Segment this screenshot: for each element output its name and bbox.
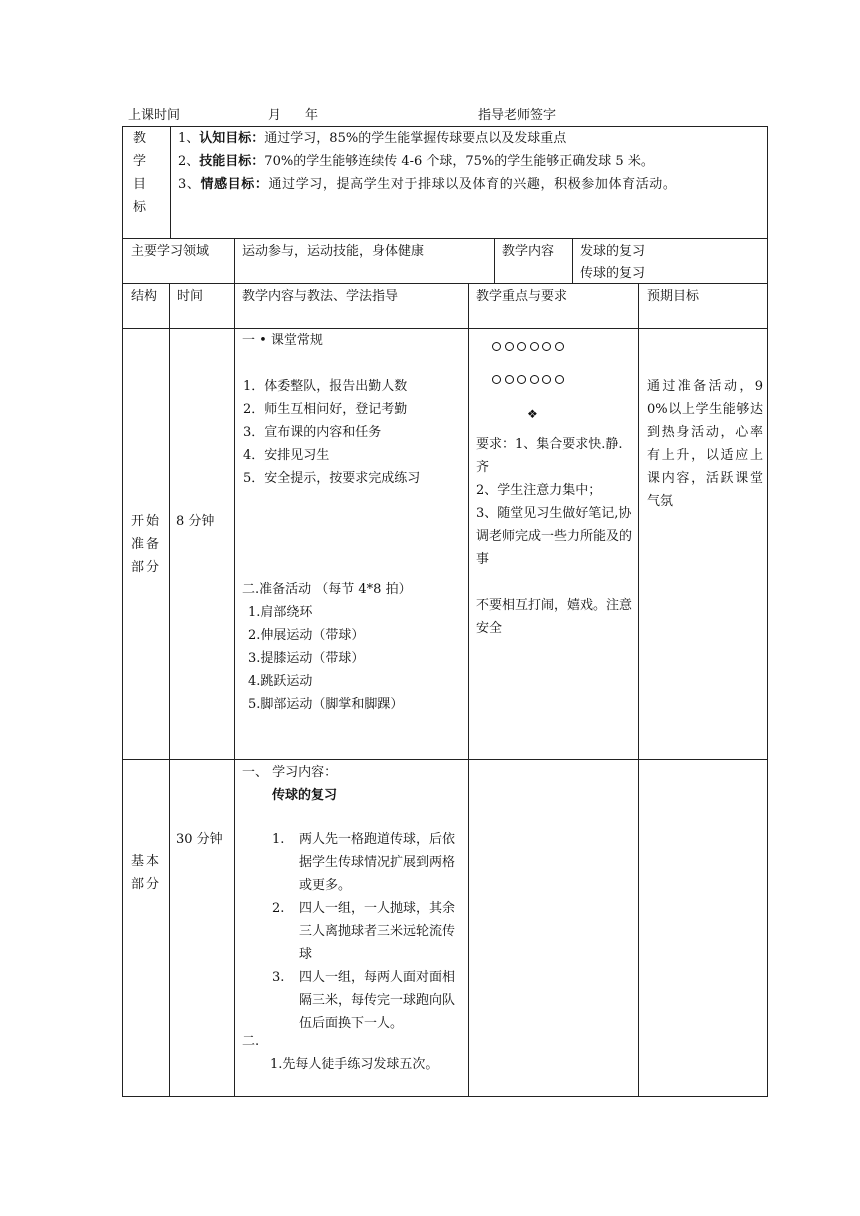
requirement-4: 不要相互打闹，嬉戏。注意安全 xyxy=(476,598,633,636)
class-time-label: 上课时间 xyxy=(128,108,181,123)
col-header-focus: 教学重点与要求 xyxy=(476,289,568,304)
teacher-position-icon: ❖ xyxy=(527,407,538,421)
basic-item-3-num: 3. xyxy=(272,970,285,985)
routine-item-1: 1．体委整队，报告出勤人数 xyxy=(243,379,408,394)
student-position-icon xyxy=(530,375,539,384)
rule-area-divider-2 xyxy=(494,238,495,283)
col-header-time: 时间 xyxy=(177,289,204,304)
start-section-time: 8 分钟 xyxy=(176,514,215,529)
basic-item-3-text: 四人一组，每两人面对面相隔三米，每传完一球跑向队伍后面换下一人。 xyxy=(299,970,456,1031)
warmup-item-5: 5.脚部运动（脚掌和脚踝） xyxy=(248,697,404,712)
student-position-icon xyxy=(542,342,551,351)
rule-col-time xyxy=(234,283,235,1097)
routine-item-3: 3．宣布课的内容和任务 xyxy=(243,425,382,440)
routine-title: 一 • 课堂常规 xyxy=(242,333,323,348)
rule-area-divider-3 xyxy=(572,238,573,283)
basic-part2-title: 二. xyxy=(242,1034,260,1049)
goals-label: 教 学 目 标 xyxy=(133,131,147,215)
basic-item-1-text: 两人先一格跑道传球，后依据学生传球情况扩展到两格或更多。 xyxy=(299,832,456,893)
requirement-2: 2、学生注意力集中； xyxy=(476,483,602,498)
rule-goals-divider xyxy=(170,126,171,238)
student-position-icon xyxy=(492,375,501,384)
student-position-icon xyxy=(517,342,526,351)
goal-cognitive: 1、认知目标：通过学习，85%的学生能掌握传球要点以及发球重点 xyxy=(178,131,567,146)
requirement-1: 要求：1、集合要求快.静.齐 xyxy=(476,437,623,475)
student-position-icon xyxy=(542,375,551,384)
rule-area-divider-1 xyxy=(234,238,235,283)
basic-part2-item: 1.先每人徒手练习发球五次。 xyxy=(270,1057,439,1072)
year-label: 年 xyxy=(305,108,319,123)
routine-item-5: 5．安全提示，按要求完成练习 xyxy=(243,471,421,486)
goal-affective: 3、情感目标：通过学习，提高学生对于排球以及体育的兴趣，积极参加体育活动。 xyxy=(178,177,677,192)
warmup-item-2: 2.伸展运动（带球） xyxy=(248,628,365,643)
rule-col-method xyxy=(468,283,469,1097)
basic-item-1-num: 1. xyxy=(272,832,285,847)
goal-skill: 2、技能目标：70%的学生能够连续传 4-6 个球，75%的学生能够正确发球 5 米。 xyxy=(178,154,654,169)
student-position-icon xyxy=(517,375,526,384)
basic-item-2-num: 2. xyxy=(272,901,285,916)
warmup-item-1: 1.肩部绕环 xyxy=(248,605,313,620)
requirement-3: 3、随堂见习生做好笔记,协调老师完成一些力所能及的事 xyxy=(476,506,633,567)
student-position-icon xyxy=(555,375,564,384)
warmup-title: 二.准备活动 （每节 4*8 拍） xyxy=(242,582,412,597)
basic-subtitle: 传球的复习 xyxy=(272,788,338,803)
rule-columns-bottom xyxy=(122,328,768,329)
col-header-structure: 结构 xyxy=(131,289,158,304)
warmup-item-4: 4.跳跃运动 xyxy=(248,674,313,689)
teaching-content-line-2: 传球的复习 xyxy=(580,266,646,281)
rule-start-bottom xyxy=(122,759,768,760)
routine-item-4: 4．安排见习生 xyxy=(243,448,330,463)
start-section-name: 开始 准备 部分 xyxy=(131,514,162,575)
student-position-icon xyxy=(492,342,501,351)
learning-area-label: 主要学习领域 xyxy=(131,244,210,259)
basic-section-name: 基本 部分 xyxy=(131,854,162,892)
month-label: 月 xyxy=(268,108,282,123)
student-position-icon xyxy=(530,342,539,351)
col-header-method: 教学内容与教法、学法指导 xyxy=(242,289,399,304)
teacher-signature-label: 指导老师签字 xyxy=(478,108,557,123)
rule-col-structure xyxy=(169,283,170,1097)
learning-area-value: 运动参与，运动技能，身体健康 xyxy=(242,244,425,259)
basic-item-2-text: 四人一组，一人抛球，其余三人离抛球者三米远轮流传球 xyxy=(299,901,456,962)
warmup-item-3: 3.提膝运动（带球） xyxy=(248,651,365,666)
basic-section-time: 30 分钟 xyxy=(176,832,223,847)
student-position-icon xyxy=(505,342,514,351)
teaching-content-line-1: 发球的复习 xyxy=(580,244,646,259)
rule-goals-bottom xyxy=(122,238,768,239)
routine-item-2: 2．师生互相问好，登记考勤 xyxy=(243,402,408,417)
rule-area-bottom xyxy=(122,283,768,284)
student-position-icon xyxy=(505,375,514,384)
student-position-icon xyxy=(555,342,564,351)
teaching-content-label: 教学内容 xyxy=(502,244,555,259)
start-expected-goal: 通过准备活动，90%以上学生能够达到热身活动，心率有上升，以适应上课内容，活跃课堂气氛 xyxy=(647,379,763,509)
col-header-expected: 预期目标 xyxy=(647,289,700,304)
basic-content-title: 一、 学习内容： xyxy=(242,765,338,780)
rule-col-focus xyxy=(638,283,639,1097)
